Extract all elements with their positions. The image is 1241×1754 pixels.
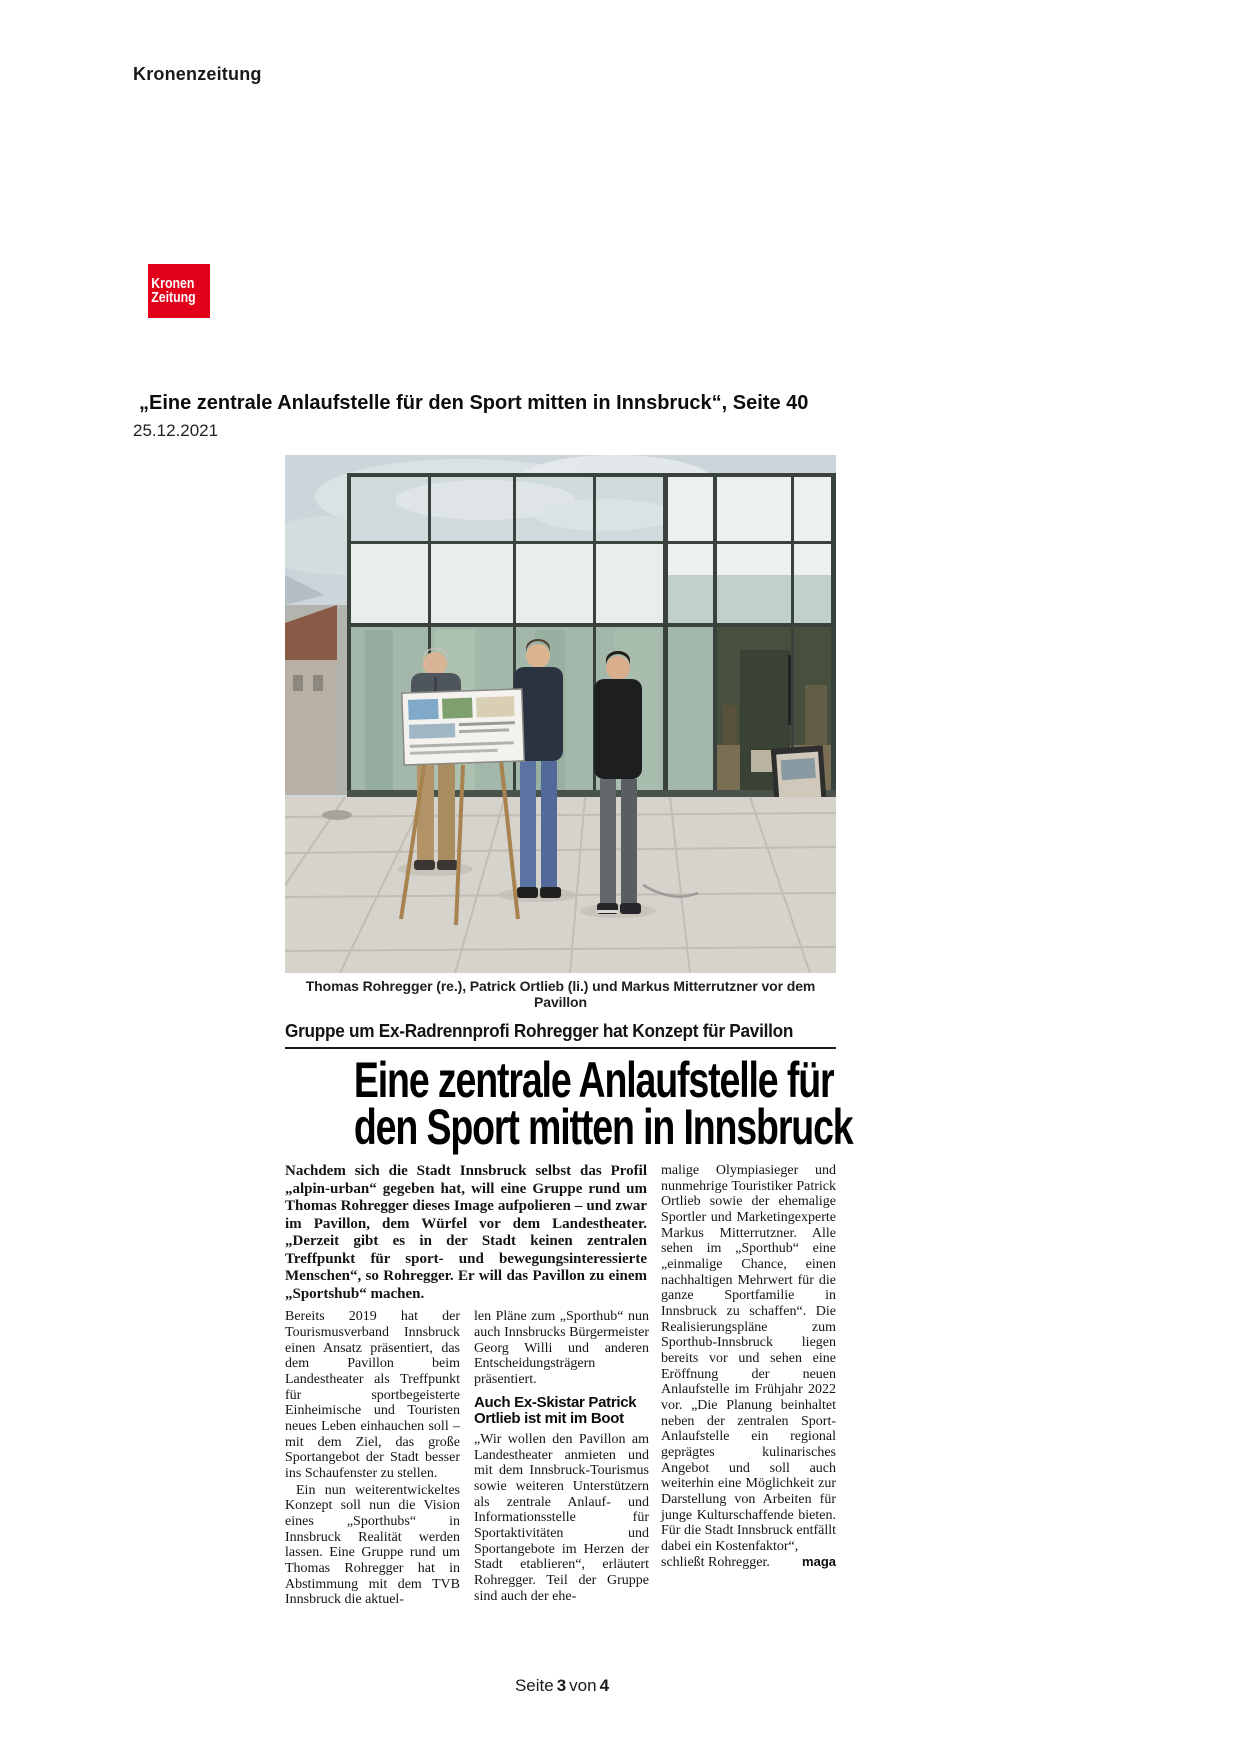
source-name: Kronenzeitung [133,64,262,84]
kicker-text: Gruppe um Ex-Radrennprofi Rohregger hat Konzept für Pavillon [285,1020,794,1041]
footer-total-pages: 4 [599,1676,610,1695]
column-3 [661,1163,836,1608]
photo-caption: Thomas Rohregger (re.), Patrick Ortlieb (li.) und Markus Mitterrutzner vor dem Pavillon [305,978,816,1010]
column-1-paragraph-1: Bereits 2019 hat der Tourismusverband Innsbruck einen Ansatz präsentiert, das dem Pavillon beim Landestheater als Treffpunkt für sportbegeisterte Einheimische und Touristen neues Leben einhauchen soll – mit dem Ziel, das große Sportangebot der Stadt besser ins Schaufenster zu stellen. [285,1309,460,1482]
article-headline [285,1052,853,1155]
footer-word-page: Seite [514,1676,554,1695]
article-clip [285,455,853,1608]
footer-current-page: 3 [556,1676,567,1695]
document-title: „Eine zentrale Anlaufstelle für den Sport mitten in Innsbruck“, Seite 40 [139,392,809,414]
article-body [285,1163,836,1608]
kicker-bar [285,1020,836,1049]
column-2-paragraph-2: „Wir wollen den Pavillon am Landestheater anmieten und mit dem Innsbruck-Tourismus sowie weiteren Unterstützern als zentrale Anlauf- und Informationsstelle für Sportaktivitäten und Sportangebote im Herzen der Stadt etablieren“, erläutert Rohregger. Teil der Gruppe sind auch der ehe- [474,1432,649,1604]
footer-word-of: von [569,1676,597,1695]
background-buildings [285,575,347,795]
lead-and-columns [285,1163,649,1608]
kronen-zeitung-logo-text: Kronen Zeitung [151,275,196,306]
column-1 [285,1309,460,1608]
page-footer [285,1676,836,1696]
headline-line-1: Eine zentrale Anlaufstelle für [353,1052,834,1108]
kronen-zeitung-logo [148,264,210,318]
author-byline: maga [802,1553,836,1569]
columns-1-2 [285,1309,649,1608]
column-3-closing-line [661,1555,836,1571]
column-2-paragraph-1: len Pläne zum „Sporthub“ nun auch Innsbrucks Bürgermeister Georg Willi und anderen Entscheidungsträgern präsentiert. [474,1309,649,1388]
column-2-subhead: Auch Ex-Skistar Patrick Ortlieb ist mit im Boot [474,1393,637,1427]
closing-text: schließt Rohregger. [661,1554,770,1570]
column-3-paragraph-1: malige Olympiasieger und nunmehrige Touristiker Patrick Ortlieb sowie der ehemalige Sportler und Marketingexperte Markus Mitterrutzner. Alle sehen im „Sporthub“ eine „einmalige Chance, einen nachhaltigen Mehrwert für die ganze Sportfamilie in Innsbruck zu schaffen“. Die Realisierungspläne zum Sporthub-Innsbruck liegen bereits vor und sehen eine Eröffnung der neuen Anlaufstelle im Frühjahr 2022 vor. „Die Planung beinhaltet neben der zentralen Sport-Anlaufstelle ein regional geprägtes kulinarisches Angebot und soll auch weiterhin eine Möglichkeit zur Darstellung von Arbeiten für junge Kulturschaffende bieten. Für die Stadt Innsbruck entfällt dabei ein Kostenfaktor“, [661,1163,836,1555]
headline-line-2: den Sport mitten in Innsbruck [353,1099,853,1155]
document-date: 25.12.2021 [133,421,219,440]
article-photo [285,455,836,973]
column-1-paragraph-2: Ein nun weiterentwickeltes Konzept soll nun die Vision eines „Sporthubs“ in Innsbruck Realität werden lassen. Eine Gruppe rund um Thomas Rohregger hat in Abstimmung mit dem TVB Innsbruck die aktuel- [285,1482,460,1608]
lead-paragraph: Nachdem sich die Stadt Innsbruck selbst das Profil „alpin-urban“ gegeben hat, will eine Gruppe rund um Thomas Rohregger dieses Image aufpolieren – und zwar im Pavillon, dem Würfel vor dem Landestheater. „Derzeit gibt es in der Stadt keinen zentralen Treffpunkt für sport- und bewegungsinteressierte Menschen“, so Rohregger. Er will das Pavillon zu einem „Sportshub“ machen. [285,1163,647,1302]
pavement [285,797,836,973]
column-2 [474,1309,649,1608]
